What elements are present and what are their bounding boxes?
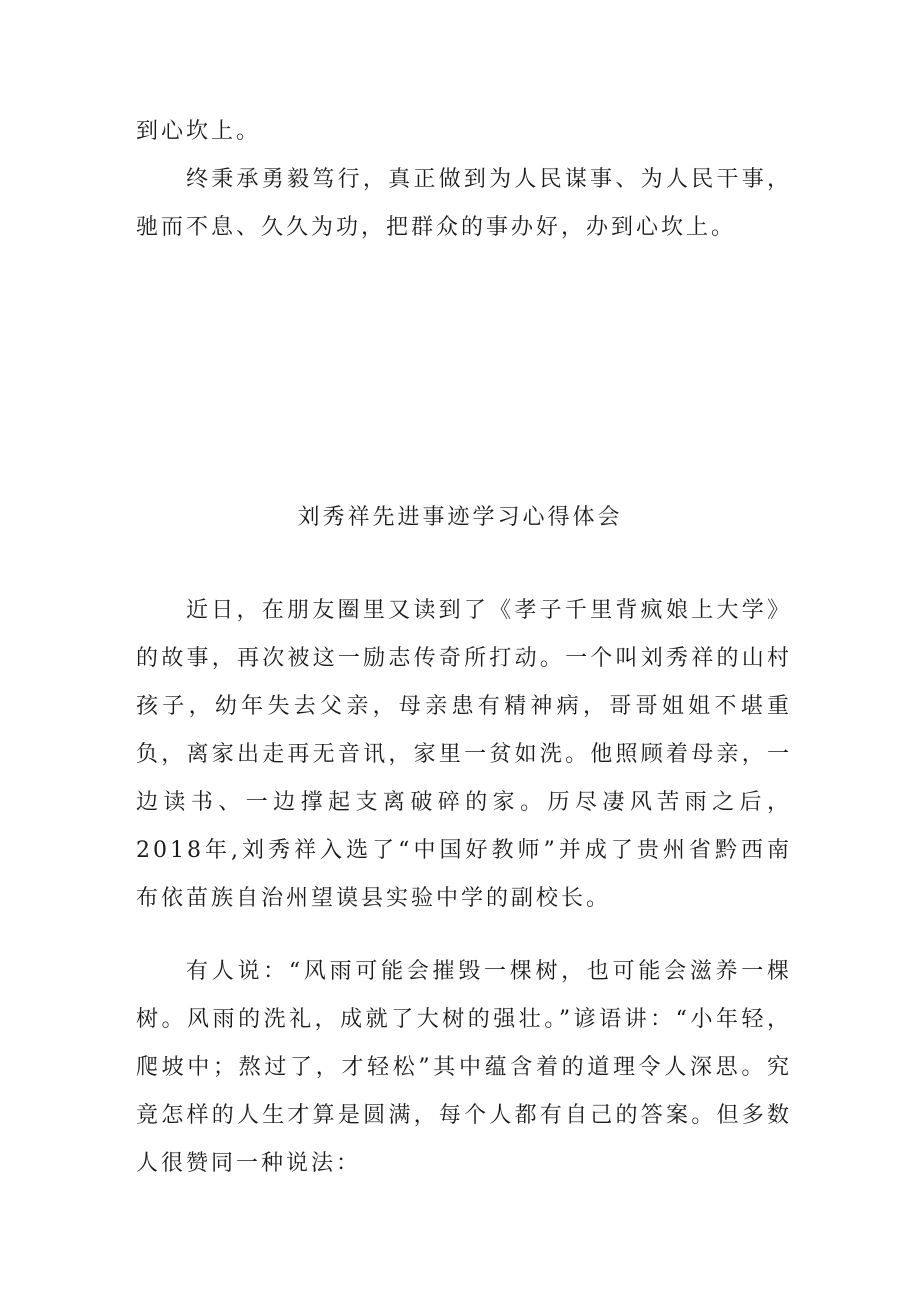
closing-paragraph: 终秉承勇毅笃行，真正做到为人民谋事、为人民干事，驰而不息、久久为功，把群众的事办好，办到心坎上。: [136, 167, 792, 240]
article-paragraph-1: 近日，在朋友圈里又读到了《孝子千里背疯娘上大学》的故事，再次被这一励志传奇所打动。一个叫刘秀祥的山村孩子，幼年失去父亲，母亲患有精神病，哥哥姐姐不堪重负，离家出走再无音讯，家里一贫如洗。他照顾着母亲，一边读书、一边撑起支离破碎的家。历尽凄风苦雨之后，2018年,刘秀祥入选了“中国好教师”并成了贵州省黔西南布依苗族自治州望谟县实验中学的副校长。: [136, 598, 792, 911]
top-section: [136, 108, 792, 252]
article-paragraph-2: 有人说：“风雨可能会摧毁一棵树，也可能会滋养一棵树。风雨的洗礼，成就了大树的强壮。”谚语讲：“小年轻，爬坡中；熬过了，才轻松”其中蕴含着的道理令人深思。究竟怎样的人生才算是圆满，每个人都有自己的答案。但多数人很赞同一种说法：: [136, 959, 792, 1176]
article-body-2: [136, 948, 792, 1188]
continuation-line: 到心坎上。: [136, 119, 262, 144]
article-body-1: [136, 587, 792, 923]
article-title: 刘秀祥先进事迹学习心得体会: [297, 505, 623, 530]
